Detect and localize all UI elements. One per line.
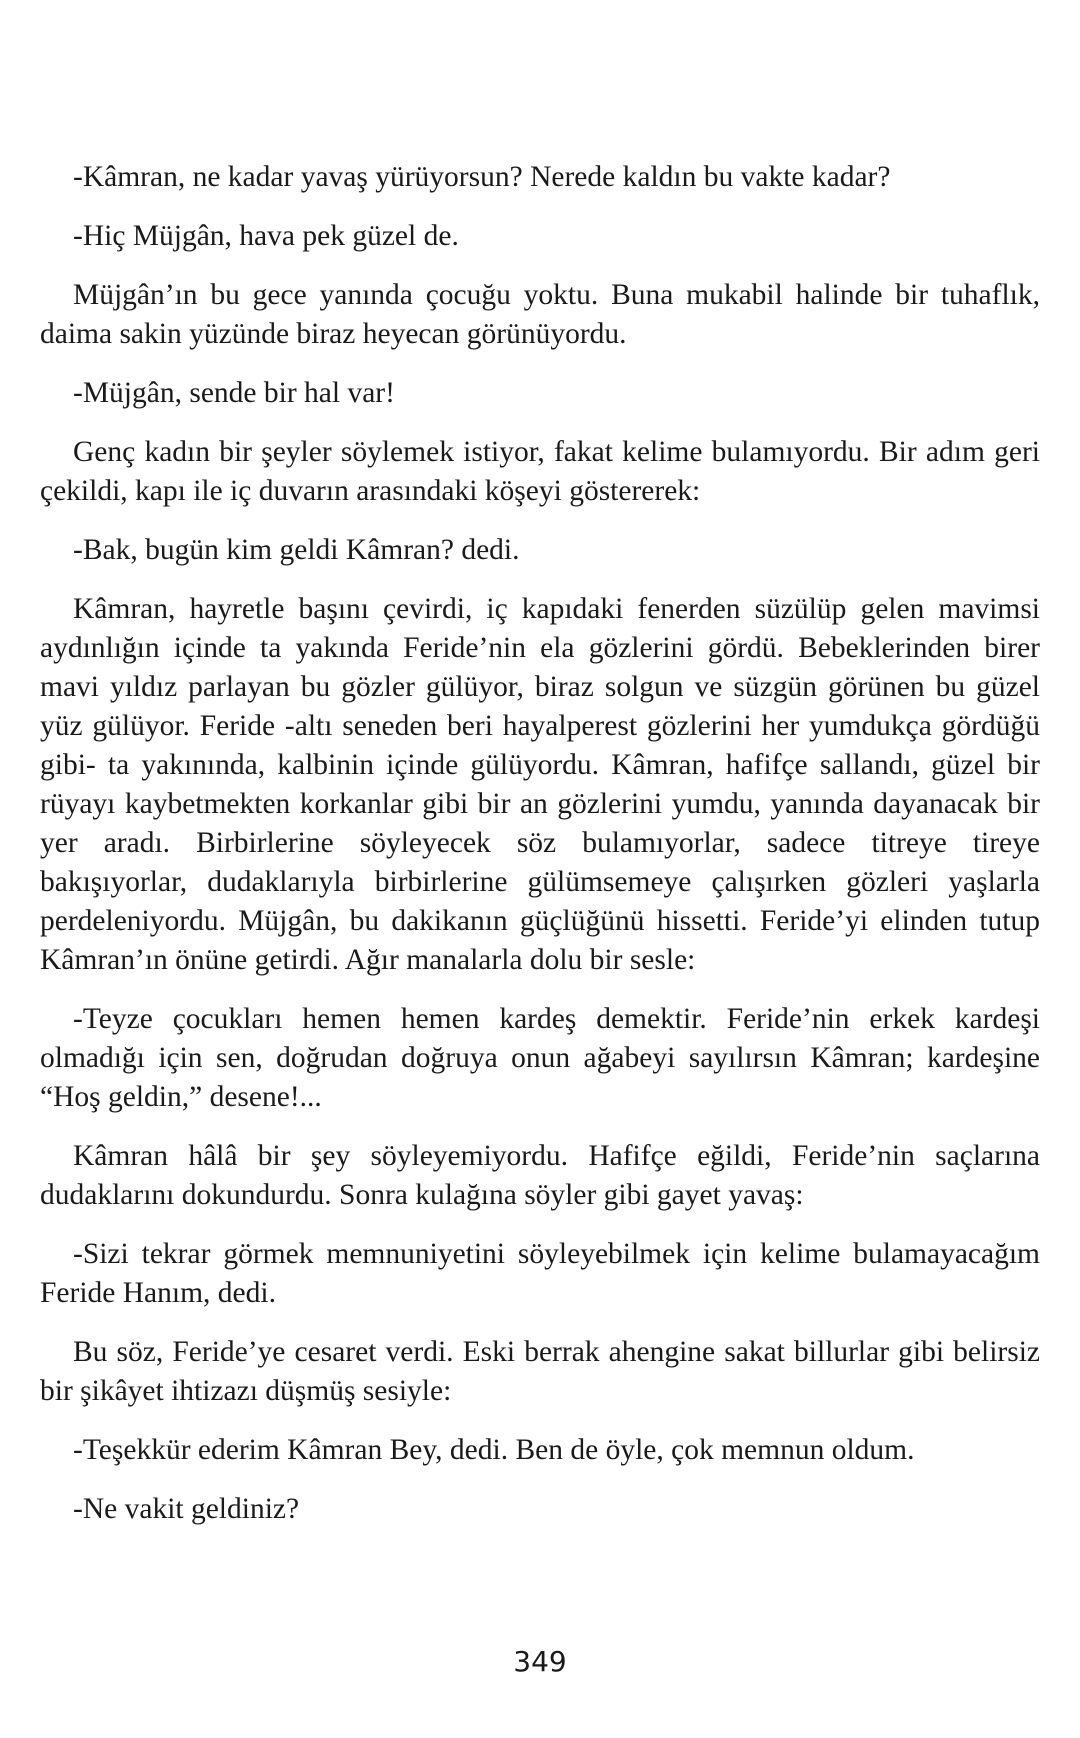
page-number: 349 <box>513 1645 567 1678</box>
paragraph-5: Genç kadın bir şeyler söylemek istiyor, fakat kelime bulamıyordu. Bir adım geri çekildi, kapı ile iç duvarın arasındaki köşeyi göstererek: <box>40 436 1040 507</box>
paragraph-11: Bu söz, Feride’ye cesaret verdi. Eski berrak ahengine sakat billurlar gibi belirsiz bir şikâyet ihtizazı düşmüş sesiyle: <box>40 1336 1040 1407</box>
paragraph-8: -Teyze çocukları hemen hemen kardeş demektir. Feride’nin erkek kardeşi olmadığı için sen, doğrudan doğruya onun ağabeyi sayılırsın Kâmran; kardeşine “Hoş geldin,” desene!... <box>40 1003 1040 1113</box>
paragraph-1: -Kâmran, ne kadar yavaş yürüyorsun? Nerede kaldın bu vakte kadar? <box>73 161 891 193</box>
paragraph-4: -Müjgân, sende bir hal var! <box>73 377 395 409</box>
paragraph-10: -Sizi tekrar görmek memnuniyetini söyleyebilmek için kelime bulamayacağım Feride Hanım, dedi. <box>40 1238 1040 1309</box>
paragraph-3: Müjgân’ın bu gece yanında çocuğu yoktu. Buna mukabil halinde bir tuhaflık, daima sakin yüzünde biraz heyecan görünüyordu. <box>40 279 1040 350</box>
paragraph-7: Kâmran, hayretle başını çevirdi, iç kapıdaki fenerden süzülüp gelen mavimsi aydınlığın içinde ta yakında Feride’nin ela gözlerini gördü. Bebeklerinden birer mavi yıldız parlayan bu gözler gülüyor, biraz solgun ve süzgün görünen bu güzel yüz gülüyor. Feride -altı seneden beri hayalperest gözlerini her yumdukça gördüğü gibi- ta yakınında, kalbinin içinde gülüyordu. Kâmran, hafifçe sallandı, güzel bir rüyayı kaybetmekten korkanlar gibi bir an gözlerini yumdu, yanında dayanacak bir yer aradı. Birbirlerine söyleyecek söz bulamıyorlar, sadece titreye tireye bakışıyorlar, dudaklarıyla birbirlerine gülümsemeye çalışırken gözleri yaşlarla perdeleniyordu. Müjgân, bu dakikanın güçlüğünü hissetti. Feride’yi elinden tutup Kâmran’ın önüne getirdi. Ağır manalarla dolu bir sesle: <box>40 593 1040 976</box>
paragraph-13: -Ne vakit geldiniz? <box>73 1493 300 1525</box>
paragraph-9: Kâmran hâlâ bir şey söyleyemiyordu. Hafifçe eğildi, Feride’nin saçlarına dudaklarını dokundurdu. Sonra kulağına söyler gibi gayet yavaş: <box>40 1140 1040 1211</box>
body-text <box>40 158 1040 1549</box>
paragraph-2: -Hiç Müjgân, hava pek güzel de. <box>73 220 459 252</box>
paragraph-12: -Teşekkür ederim Kâmran Bey, dedi. Ben de öyle, çok memnun oldum. <box>73 1434 915 1466</box>
paragraph-6: -Bak, bugün kim geldi Kâmran? dedi. <box>73 534 520 566</box>
